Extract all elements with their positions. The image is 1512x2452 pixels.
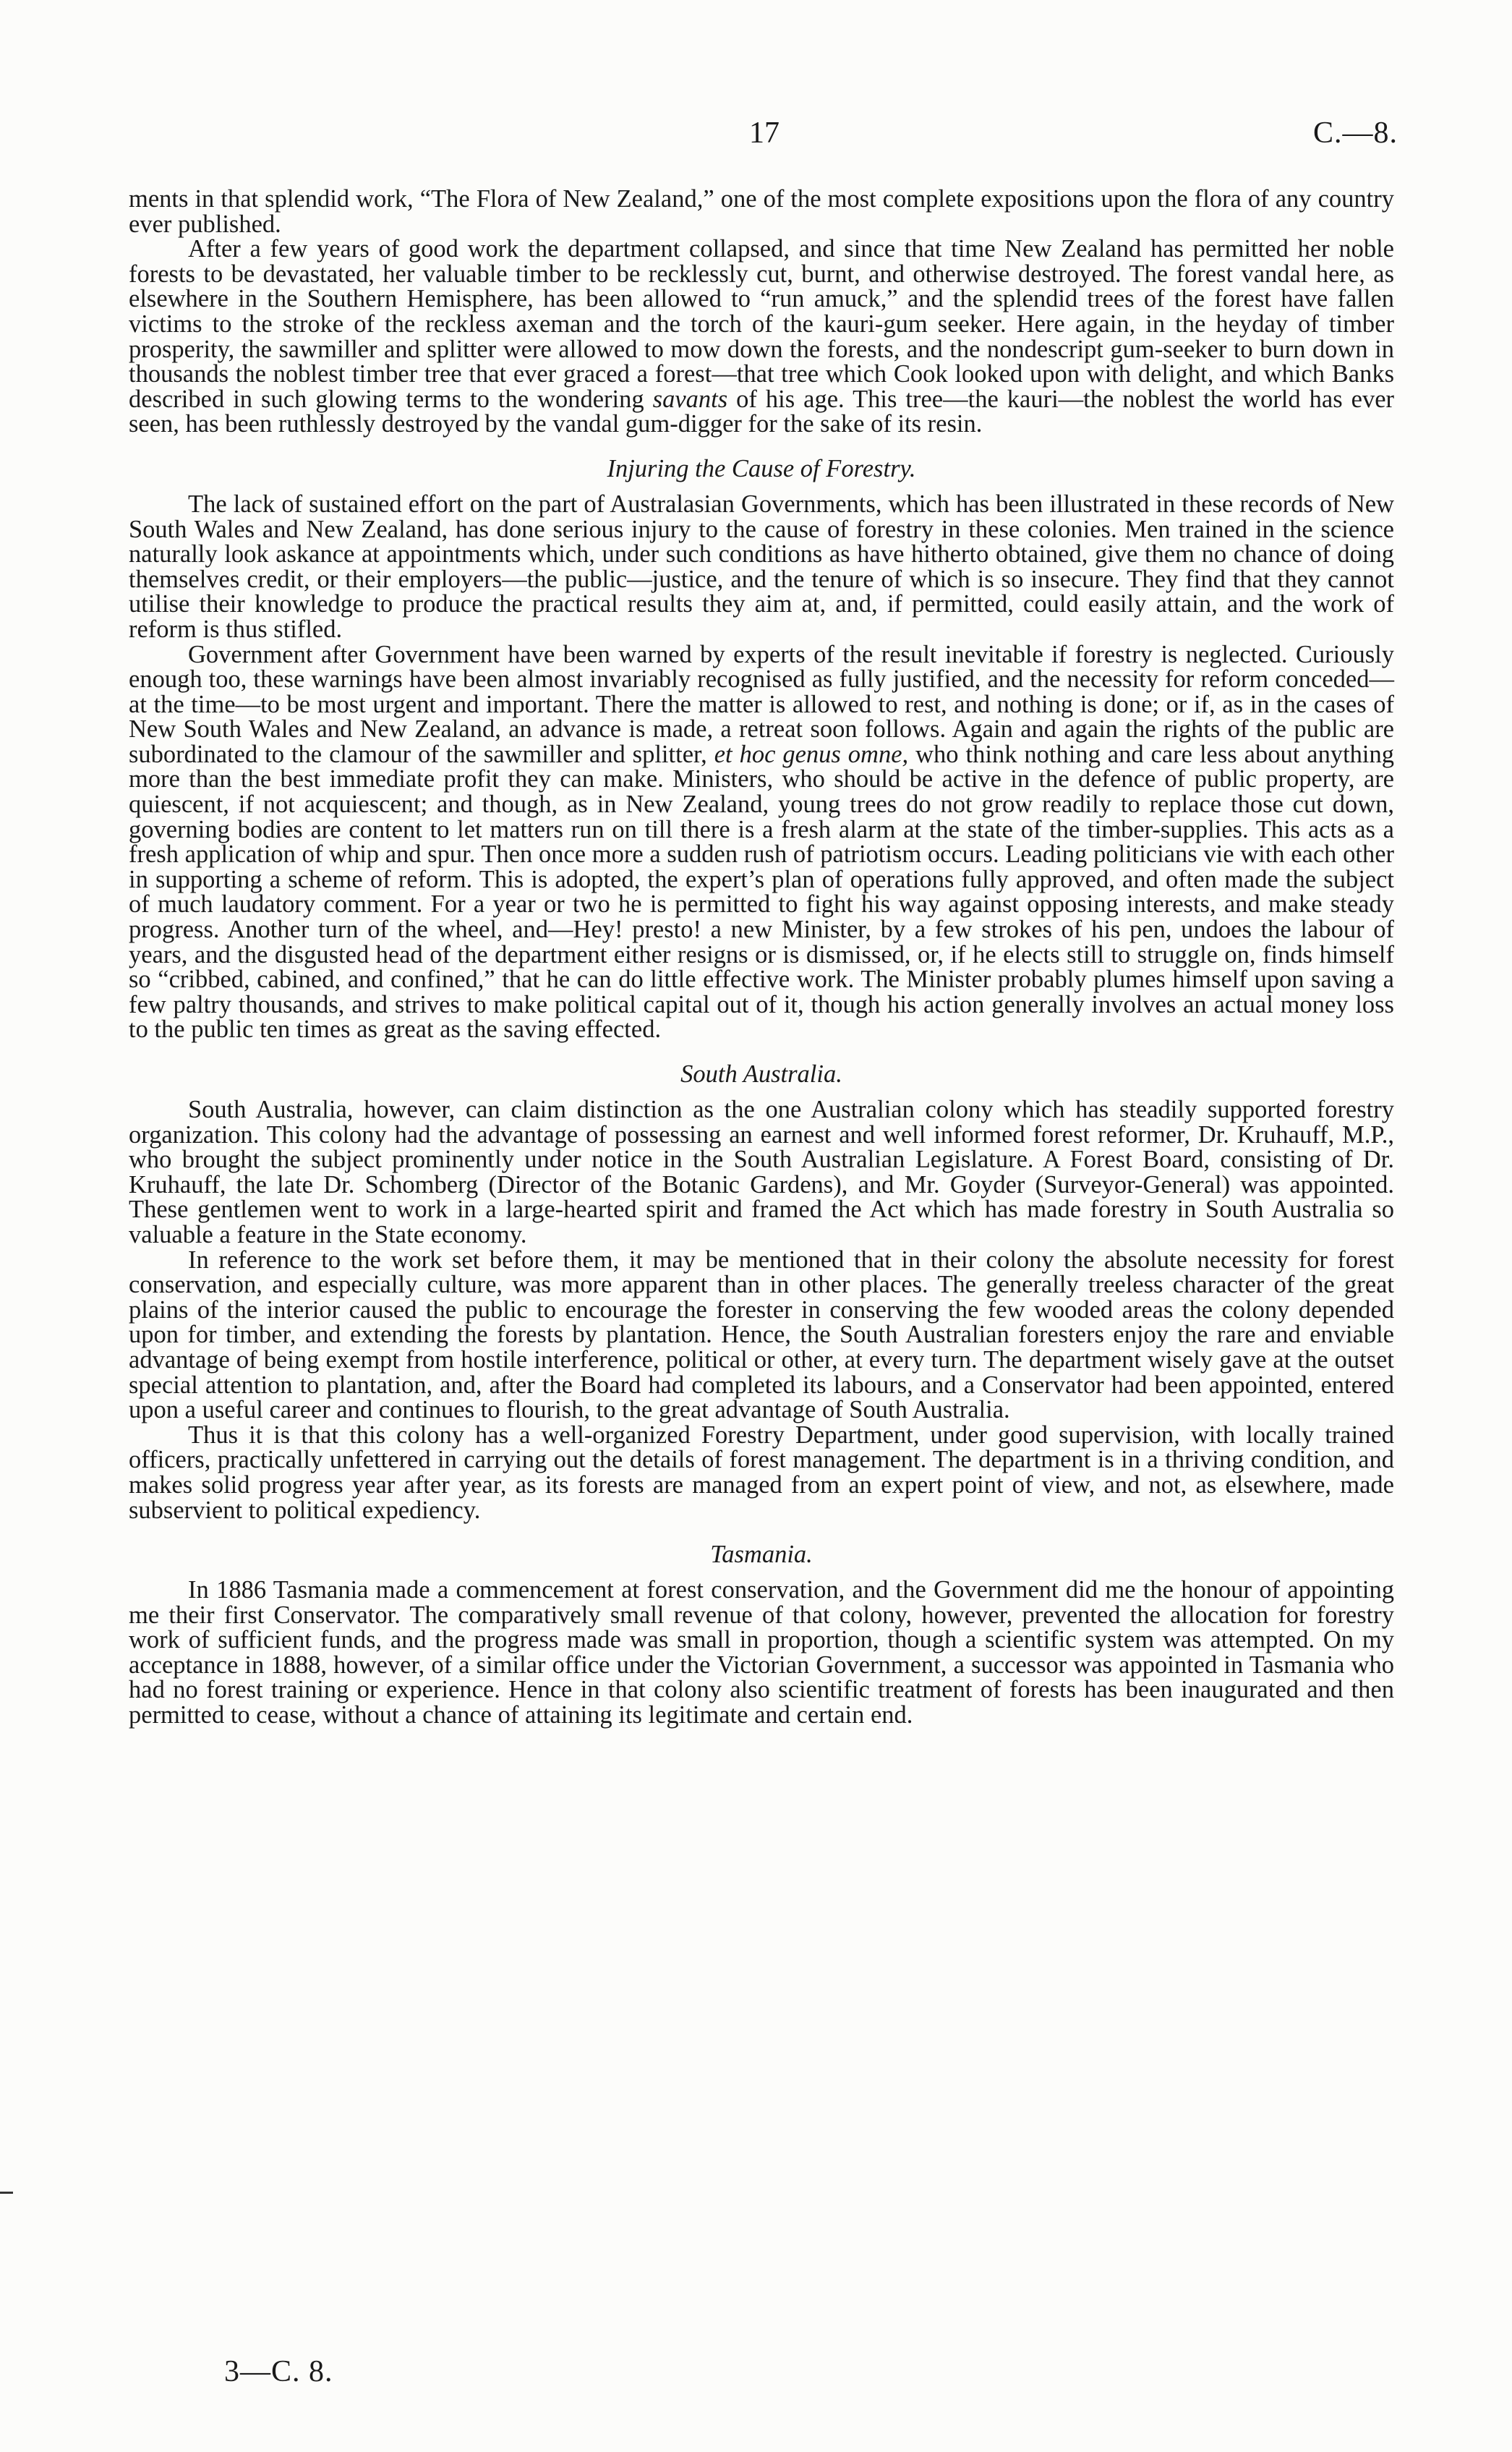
paragraph-5: South Australia, however, can claim distinction as the one Australian colony which has steadily supported forestry organization. This colony had the advantage of possessing an earnest and well informed forest reformer, Dr. Kruhauff, M.P., who brought the subject prominently under notice in the South Australian Legislature. A Forest Board, consisting of Dr. Kruhauff, the late Dr. Schomberg (Director of the Botanic Gardens), and Mr. Goyder (Surveyor-General) was appointed. These gentlemen went to work in a large-hearted spirit and framed the Act which has made forestry in South Australia so valuable a feature in the State economy. (129, 1096, 1394, 1248)
margin-mark (0, 2192, 13, 2194)
paragraph-6: In reference to the work set before them, it may be mentioned that in their colony the absolute necessity for forest conservation, and especially culture, was more apparent than in other places. The generally treeless character of the great plains of the interior caused the public to encourage the forester in conserving the few wooded areas the colony depended upon for timber, and extending the forests by plantation. Hence, the South Australian foresters enjoy the rare and enviable advantage of being exempt from hostile interference, political or other, at every turn. The department wisely gave at the outset special attention to plantation, and, after the Board had completed its labours, and a Conservator had been appointed, entered upon a useful career and continues to flourish, to the great advantage of South Australia. (129, 1246, 1394, 1424)
page-header (0, 116, 1512, 159)
paragraph-2-end: of his age. This tree—the kauri—the noblest the world has ever seen, has been ruthlessly destroyed by the vandal gum-digger for the sake of its resin. (129, 385, 1395, 438)
paragraph-4-end: who think nothing and care less about anything more than the best immediate profit they can make. Ministers, who should be active in the defence of public property, are quiescent, if not acquiescent; and though, as in New Zealand, young trees do not grow readily to replace those cut down, governing bodies are content to let matters run on till there is a fresh alarm at the state of the timber-supplies. This acts as a fresh application of whip and spur. Then once more a sudden rush of patriotism occurs. Leading politicians vie with each other in supporting a scheme of reform. This is adopted, the expert’s plan of operations fully approved, and often made the subject of much laudatory comment. For a year or two he is permitted to fight his way against opposing interests, and make steady progress. Another turn of the wheel, and—Hey! presto! a new Minister, by a few strokes of his pen, undoes the labour of years, and the disgusted head of the department either resigns or is dismissed, or, if he elects still to struggle on, finds himself so “cribbed, cabined, and confined,” that he can do little effective work. The Minister probably plumes himself upon saving a few paltry thousands, and strives to make political capital out of it, though his action generally involves an actual money loss to the public ten times as great as the saving effected. (129, 740, 1395, 1044)
paragraph-2-text: After a few years of good work the department collapsed, and since that time New Zealand has permitted her noble forests to be devastated, her valuable timber to be recklessly cut, burnt, and otherwise destroyed. The forest vandal here, as elsewhere in the Southern Hemisphere, has been allowed to “run amuck,” and the splendid trees of the forest have fallen victims to the stroke of the reckless axeman and the torch of the kauri-gum seeker. Here again, in the heyday of timber prosperity, the sawmiller and splitter were allowed to mow down the forests, and the nondescript gum-seeker to burn down in thousands the noblest timber tree that ever graced a forest—that tree which Cook looked upon with delight, and which Banks described in such glowing terms to the wondering (129, 235, 1394, 413)
page-number: 17 (749, 116, 780, 150)
paragraph-3: The lack of sustained effort on the part of Australasian Governments, which has been illustrated in these records of New South Wales and New Zealand, has done serious injury to the cause of forestry in these colonies. Men trained in the science naturally look askance at appointments which, under such conditions as have hitherto obtained, give them no chance of doing themselves credit, or their employers—the public—justice, and the tenure of which is so insecure. They find that they cannot utilise their knowledge to produce the practical results they aim at, and, if permitted, could easily attain, and the work of reform is thus stifled. (129, 490, 1394, 643)
section-heading-south-australia: South Australia. (680, 1060, 842, 1088)
paragraph-2 (129, 237, 1394, 437)
paragraph-1: ments in that splendid work, “The Flora of New Zealand,” one of the most complete expositions upon the flora of any country ever published. (129, 185, 1394, 238)
section-heading-injuring: Injuring the Cause of Forestry. (607, 454, 916, 482)
signature-mark: 3—C. 8. (224, 2355, 333, 2388)
paragraph-4-text: Government after Government have been warned by experts of the result inevitable if forestry is neglected. Curiously enough too, these warnings have been almost invariably recognised as fully justified, and the necessity for reform conceded—at the time—to be most urgent and important. There the matter is allowed to rest, and nothing is done; or if, as in the cases of New South Wales and New Zealand, an advance is made, a retreat soon follows. Again and again the rights of the public are subordinated to the clamour of the sawmiller and splitter, (129, 640, 1394, 768)
document-reference: C.—8. (1312, 116, 1398, 150)
body-text (129, 187, 1394, 1728)
paragraph-4 (129, 642, 1394, 1043)
italic-latin-phrase: et hoc genus omne, (714, 740, 909, 768)
paragraph-7: Thus it is that this colony has a well-organized Forestry Department, under good supervision, with locally trained officers, practically unfettered in carrying out the details of forest management. The department is in a thriving condition, and makes solid progress year after year, as its forests are managed from an expert point of view, and not, as elsewhere, made subservient to political expediency. (129, 1421, 1394, 1524)
section-heading-tasmania: Tasmania. (710, 1541, 813, 1569)
paragraph-8: In 1886 Tasmania made a commencement at forest conservation, and the Government did me the honour of appointing me their first Conservator. The comparatively small revenue of that colony, however, prevented the allocation for forestry work of sufficient funds, and the progress made was small in proportion, though a scientific system was attempted. On my acceptance in 1888, however, of a similar office under the Victorian Government, a successor was appointed in Tasmania who had no forest training or experience. Hence in that colony also scientific treatment of forests has been inaugurated and then permitted to cease, without a chance of attaining its legitimate and certain end. (129, 1576, 1394, 1729)
italic-savants: savants (652, 385, 728, 413)
